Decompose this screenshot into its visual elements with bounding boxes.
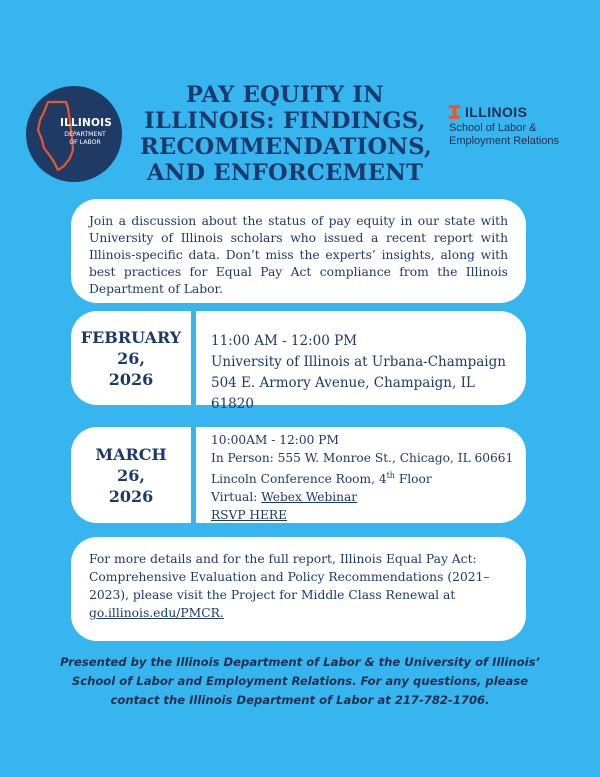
room-floor: Floor: [394, 472, 432, 487]
event-in-person-address: In Person: 555 W. Monroe St., Chicago, IL 60661: [211, 451, 514, 465]
event-month: FEBRUARY: [80, 327, 182, 347]
room-ordinal: th: [386, 471, 395, 480]
logo-subtitle-line: School of Labor &: [449, 122, 537, 134]
more-info-line: 2023), please visit the Project for Middle Class Renewal at: [89, 588, 456, 602]
event-address: 504 E. Armory Avenue, Champaign, IL 61820: [211, 375, 475, 412]
intro-card: [71, 199, 526, 303]
logo-title: ILLINOIS: [60, 117, 112, 129]
footer-line: contact the Illinois Department of Labor at 217-782-1706.: [110, 693, 490, 707]
title-line: PAY EQUITY IN: [185, 82, 385, 108]
event-time: 11:00 AM - 12:00 PM: [211, 333, 358, 349]
event-card-february: [71, 311, 526, 412]
divider: [191, 311, 196, 405]
event-day: 26,: [117, 465, 145, 485]
more-info-line: For more details and for the full report, Illinois Equal Pay Act:: [89, 552, 477, 566]
intro-text: Join a discussion about the status of pay equity in our state with University of Illinois scholars who issued a recent report with Illinois-specific data. Don’t miss the experts’ insights, along with best practices for Equal Pay Act compliance from the Illinois Department of Labor.: [89, 214, 508, 296]
divider: [191, 427, 196, 523]
room-text: Lincoln Conference Room, 4: [211, 472, 387, 487]
event-venue: University of Illinois at Urbana-Champaign: [211, 354, 506, 370]
footer-line: School of Labor and Employment Relations. For any questions, please: [71, 674, 529, 688]
event-year: 2026: [108, 486, 154, 506]
logo-subtitle-line: DEPARTMENT: [64, 131, 106, 138]
more-info-line: Comprehensive Evaluation and Policy Recommendations (2021–: [89, 570, 490, 584]
event-details: [211, 311, 516, 412]
pmcr-link[interactable]: go.illinois.edu/PMCR.: [89, 606, 224, 620]
logo-subtitle: [449, 122, 589, 148]
illinois-department-of-labor-logo: [26, 86, 122, 182]
block-i-icon: [449, 105, 460, 119]
page-title: [140, 82, 433, 186]
event-date: [71, 427, 191, 523]
logo-row: [449, 104, 589, 120]
logo-subtitle-line: OF LABOR: [69, 138, 101, 146]
more-info-card: [71, 537, 526, 641]
event-time: 10:00AM - 12:00 PM: [211, 433, 339, 447]
event-day: 26,: [117, 348, 145, 368]
virtual-label: Virtual:: [211, 490, 262, 505]
event-year: 2026: [108, 369, 154, 389]
footer-text: [30, 653, 570, 710]
logo-name: ILLINOIS: [465, 104, 528, 120]
footer-line: Presented by the Illinois Department of Labor & the University of Illinois’: [60, 655, 540, 669]
logo-subtitle-line: Employment Relations: [449, 135, 560, 147]
title-line: AND ENFORCEMENT: [146, 160, 424, 186]
event-date: [71, 311, 191, 405]
event-card-march: [71, 427, 526, 523]
webex-webinar-link[interactable]: Webex Webinar: [261, 490, 358, 505]
logo-subtitle: [62, 131, 108, 146]
event-month: MARCH: [95, 444, 167, 464]
event-details: [211, 427, 516, 523]
event-room: [211, 467, 516, 488]
title-line: ILLINOIS: FINDINGS,: [144, 108, 426, 134]
illinois-lér-logo: [449, 104, 589, 148]
rsvp-link[interactable]: RSVP HERE: [211, 508, 287, 523]
event-virtual: [211, 488, 516, 506]
title-line: RECOMMENDATIONS,: [140, 134, 433, 160]
